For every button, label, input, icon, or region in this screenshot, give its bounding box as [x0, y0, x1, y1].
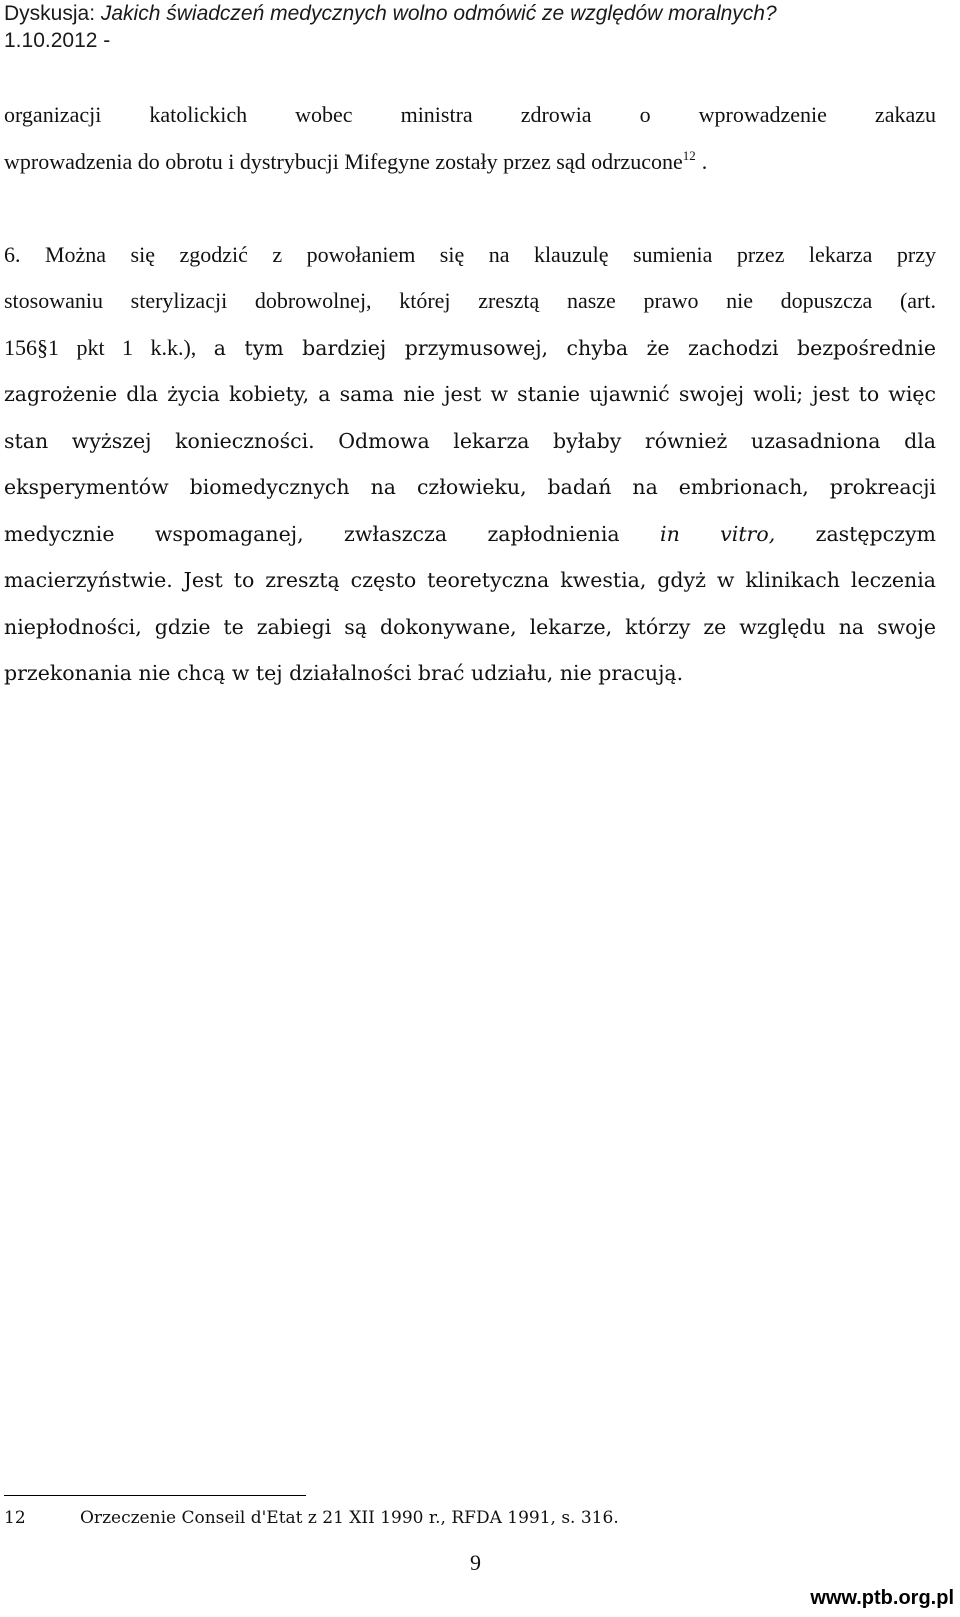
body-line-5-start: 156§1 pkt 1 k.k.),: [4, 334, 197, 360]
body-line-4: stosowaniu sterylizacji dobrowolnej, której zresztą nasze prawo nie dopuszcza (art.: [4, 288, 936, 313]
footnote-text: Orzeczenie Conseil d'Etat z 21 XII 1990 r., RFDA 1991, s. 316.: [80, 1508, 619, 1528]
header-title-line: [4, 0, 944, 27]
paragraph-gap: [4, 185, 936, 232]
body-line-2: [4, 139, 936, 186]
body-line-8: eksperymentów biomedycznych na człowieku, badań na embrionach, prokreacji: [4, 475, 936, 499]
footnote-reference[interactable]: 12: [682, 147, 696, 163]
footnote: [4, 1506, 904, 1530]
body-line-1: organizacji katolickich wobec ministra zdrowia o wprowadzenie zakazu: [4, 102, 936, 127]
body-line-12: przekonania nie chcą w tej działalności brać udziału, nie pracują.: [4, 661, 684, 685]
body-line-9: [4, 511, 936, 558]
body-line-10: macierzyństwie. Jest to zresztą często teoretyczna kwestia, gdyż w klinikach leczenia: [4, 568, 936, 592]
body-line-2-end: .: [701, 148, 708, 174]
body-line-7: stan wyższej konieczności. Odmowa lekarza byłaby również uzasadniona dla: [4, 428, 936, 453]
header-title: Jakich świadczeń medycznych wolno odmówić ze względów moralnych?: [100, 2, 777, 25]
body-line-9-end: zastępczym: [815, 521, 936, 546]
site-url-link[interactable]: www.ptb.org.pl: [810, 1587, 954, 1609]
page-number: 9: [470, 1550, 481, 1575]
body-line-9-italic: in vitro,: [660, 521, 776, 546]
header-label: Dyskusja:: [4, 2, 96, 25]
body-line-3: 6. Można się zgodzić z powołaniem się na klauzulę sumienia przez lekarza przy: [4, 241, 936, 267]
footnote-separator: [4, 1495, 306, 1496]
document-header: [4, 0, 944, 54]
header-date: 1.10.2012 -: [4, 29, 111, 52]
body-line-2-text: wprowadzenia do obrotu i dystrybucji Mifegyne zostały przez sąd odrzucone: [4, 148, 683, 174]
body-line-5: [4, 325, 936, 372]
body-line-5-rest: a tym bardziej przymusowej, chyba że zachodzi bezpośrednie: [213, 335, 936, 360]
footnote-number: 12: [4, 1508, 26, 1528]
body-line-9-start: medycznie wspomaganej, zwłaszcza zapłodnienia: [4, 521, 620, 546]
document-body: [4, 92, 936, 697]
body-line-11: niepłodności, gdzie te zabiegi są dokonywane, lekarze, którzy ze względu na swoje: [4, 614, 936, 639]
body-line-6: zagrożenie dla życia kobiety, a sama nie jest w stanie ujawnić swojej woli; jest to więc: [4, 382, 936, 406]
